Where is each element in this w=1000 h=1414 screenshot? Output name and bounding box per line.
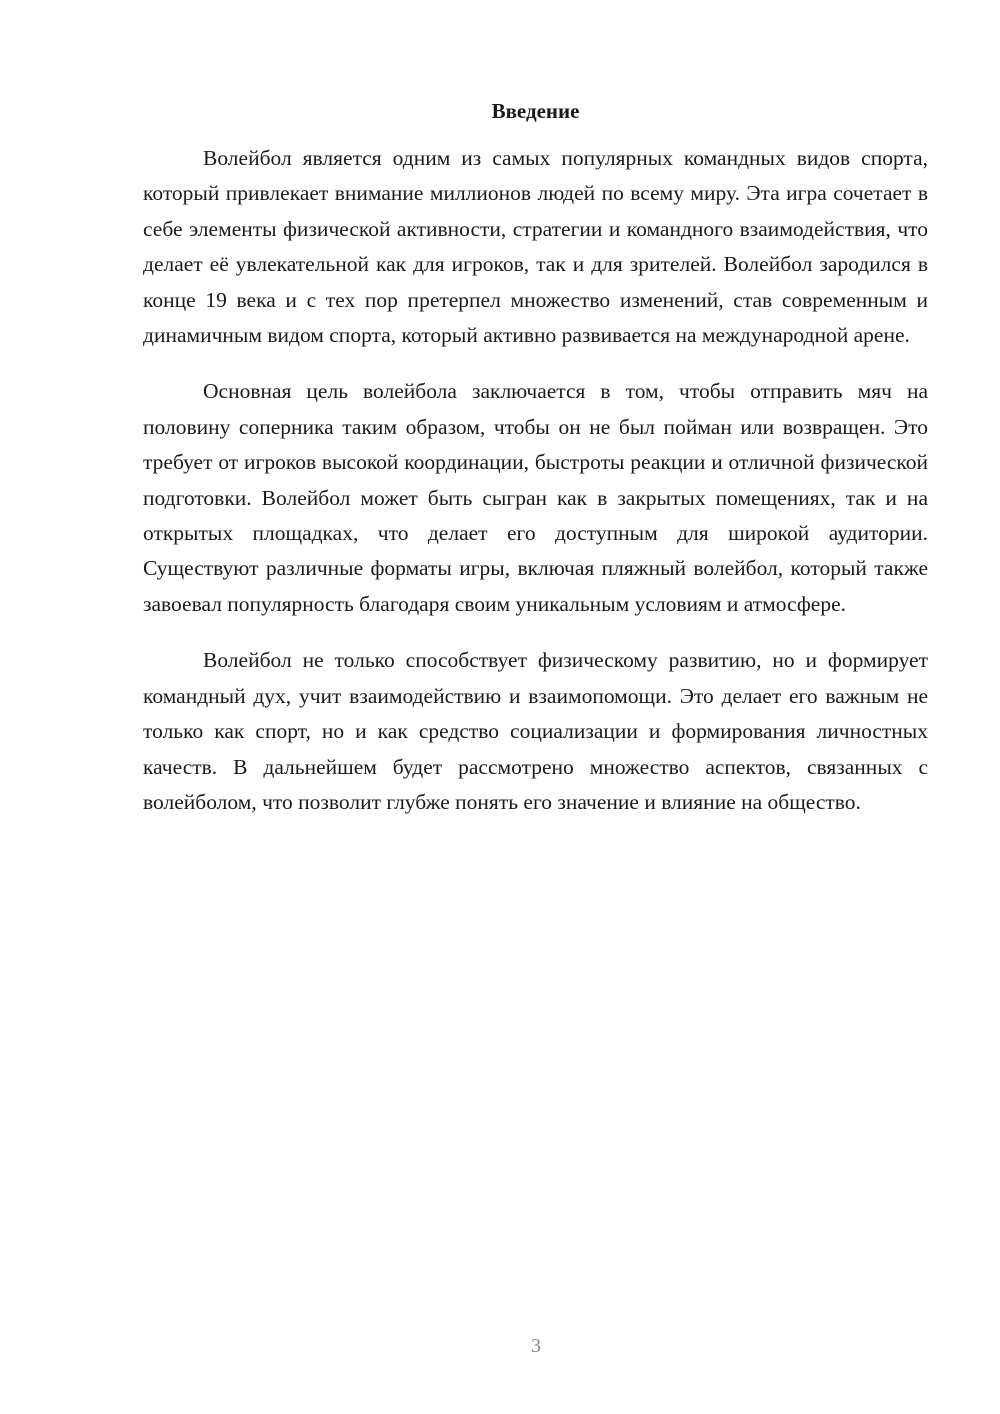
paragraph-3: Волейбол не только способствует физическому развитию, но и формирует командный дух, учит взаимодействию и взаимопомощи. Это делает его важным не только как спорт, но и как средство социализации и формирования личностных качеств. В дальнейшем будет рассмотрено множество аспектов, связанных с волейболом, что позволит глубже понять его значение и влияние на общество. xyxy=(143,648,928,814)
paragraph-2: Основная цель волейбола заключается в том, чтобы отправить мяч на половину соперника таким образом, чтобы он не был пойман или возвращен. Это требует от игроков высокой координации, быстроты реакции и отличной физической подготовки. Волейбол может быть сыгран как в закрытых помещениях, так и на открытых площадках, что делает его доступным для широкой аудитории. Существуют различные форматы игры, включая пляжный волейбол, который также завоевал популярность благодаря своим уникальным условиям и атмосфере. xyxy=(143,379,928,616)
paragraph-1: Волейбол является одним из самых популярных командных видов спорта, который привлекает внимание миллионов людей по всему миру. Эта игра сочетает в себе элементы физической активности, стратегии и командного взаимодействия, что делает её увлекательной как для игроков, так и для зрителей. Волейбол зародился в конце 19 века и с тех пор претерпел множество изменений, став современным и динамичным видом спорта, который активно развивается на международной арене. xyxy=(143,146,928,348)
page-number: 3 xyxy=(531,1335,541,1357)
section-heading: Введение xyxy=(491,99,580,123)
body-text xyxy=(143,141,928,841)
